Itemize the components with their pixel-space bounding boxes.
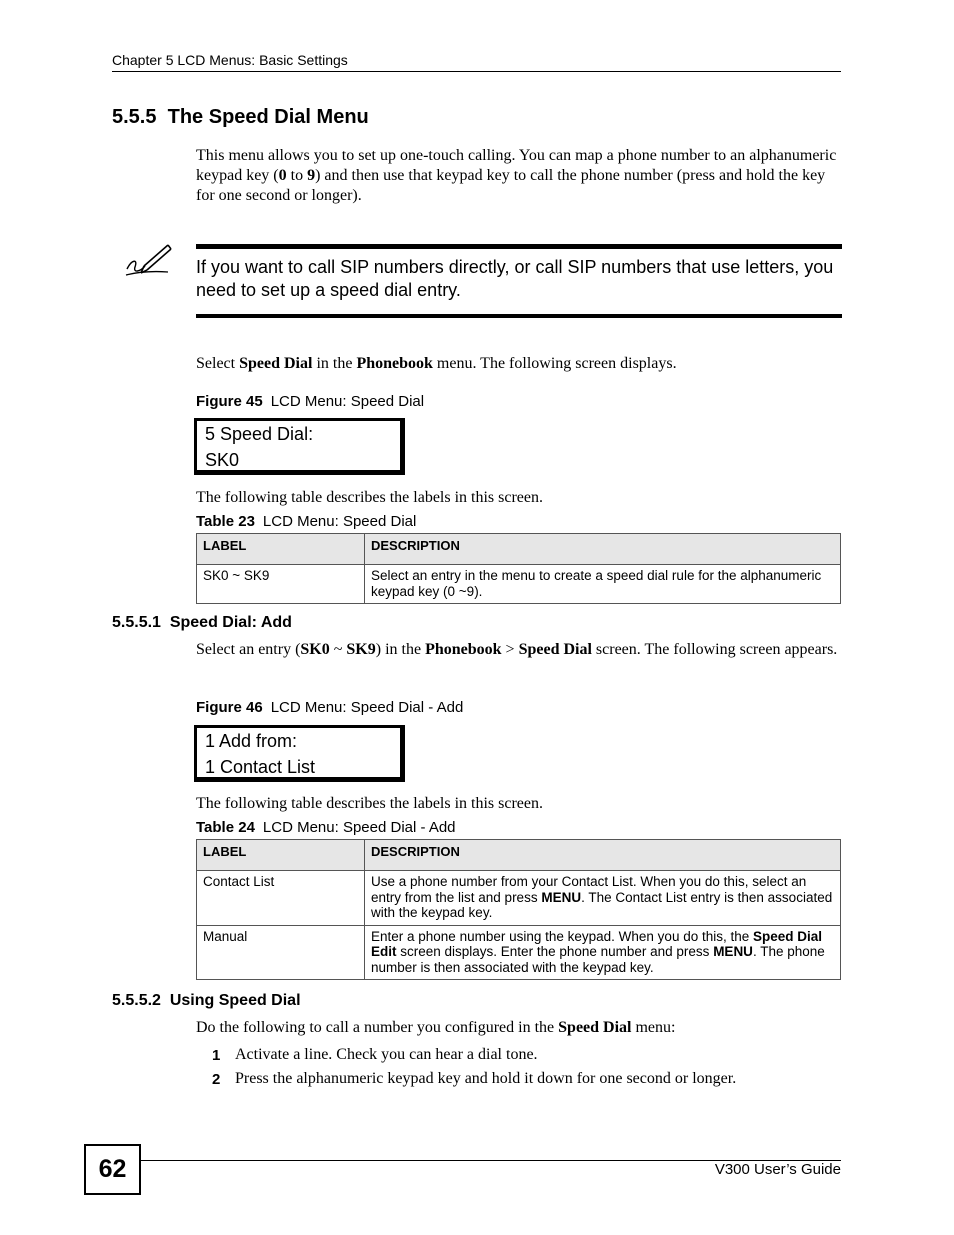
add-bold-4: Speed Dial [518, 641, 592, 658]
desc-bold-2: MENU [713, 944, 753, 959]
add-paragraph [196, 640, 842, 660]
desc-text-2: screen displays. Enter the phone number and press [396, 944, 714, 959]
add-text-3: ) in the [375, 641, 426, 658]
table-24-title: LCD Menu: Speed Dial - Add [262, 819, 456, 836]
step-number: 2 [212, 1071, 221, 1088]
header-description: DESCRIPTION [365, 840, 841, 871]
row-label: Manual [197, 925, 365, 980]
select-paragraph [196, 354, 842, 374]
lcd-screen-speed-dial-add [194, 725, 405, 782]
table-row [197, 925, 841, 980]
using-text-2: menu: [631, 1019, 676, 1036]
row-description [365, 871, 841, 926]
figure-46-title: LCD Menu: Speed Dial - Add [270, 699, 464, 716]
note-text: If you want to call SIP numbers directly, or call SIP numbers that use letters, you need to set up a speed dial entry. [196, 257, 834, 300]
add-bold-1: SK0 [300, 641, 330, 658]
footer-guide-title: V300 User’s Guide [714, 1161, 841, 1178]
step-text: Press the alphanumeric keypad key and hold it down for one second or longer. [235, 1070, 737, 1087]
select-text-1: Select [196, 355, 240, 372]
lcd-line-1: 1 Add from: [205, 731, 298, 751]
using-paragraph [196, 1018, 842, 1038]
page-number: 62 [84, 1144, 141, 1195]
row-label: Contact List [197, 871, 365, 926]
subsection-number: 5.5.5.2 [112, 992, 161, 1009]
note-pencil-icon [124, 242, 174, 278]
intro-text-3: ) and then use that keypad key to call the phone number (press and hold the key for one second or longer). [196, 167, 826, 204]
add-text-5: screen. The following screen appears. [591, 641, 838, 658]
add-bold-3: Phonebook [425, 641, 502, 658]
figure-45-title: LCD Menu: Speed Dial [270, 393, 425, 410]
desc-text-2: . The Contact List entry is then associated with the keypad key. [371, 889, 833, 920]
add-bold-2: SK9 [346, 641, 376, 658]
table-24-label: Table 24 [196, 819, 255, 836]
table-23 [196, 533, 841, 604]
select-bold-1: Speed Dial [239, 355, 313, 372]
intro-text-2: to [286, 167, 308, 184]
header-description: DESCRIPTION [365, 534, 841, 565]
desc-bold-1: MENU [541, 889, 582, 905]
desc-text-1: Use a phone number from your Contact List. When you do this, select an entry from the list and press [371, 874, 807, 905]
subsection-title-add [112, 614, 292, 632]
lcd-line-1: 5 Speed Dial: [205, 424, 314, 444]
table-row [197, 565, 841, 604]
table-23-label: Table 23 [196, 513, 255, 530]
table-row [197, 871, 841, 926]
select-text-2: in the [312, 355, 357, 372]
intro-paragraph [196, 146, 842, 206]
row-description [365, 925, 841, 980]
subsection-title-text: Using Speed Dial [169, 992, 301, 1009]
note-rule-bottom [196, 314, 842, 318]
subsection-title-using [112, 992, 301, 1010]
table-intro-2: The following table describes the labels in this screen. [196, 795, 544, 812]
section-number: 5.5.5 [112, 106, 157, 128]
lcd-line-2: SK0 [205, 450, 240, 470]
row-label: SK0 ~ SK9 [197, 565, 365, 604]
lcd-line-2: 1 Contact List [205, 757, 316, 777]
table-header-row [197, 534, 841, 565]
header-rule [112, 71, 841, 72]
figure-46-caption [196, 699, 463, 716]
section-title-text: The Speed Dial Menu [167, 106, 369, 128]
figure-45-caption [196, 393, 424, 410]
intro-bold-2: 9 [307, 167, 316, 184]
step-number: 1 [212, 1047, 221, 1064]
row-description: Select an entry in the menu to create a speed dial rule for the alphanumeric keypad key (0 ~9). [365, 565, 841, 604]
section-title [112, 106, 369, 129]
step-text: Activate a line. Check you can hear a dial tone. [235, 1046, 538, 1063]
intro-bold-1: 0 [278, 167, 287, 184]
subsection-number: 5.5.5.1 [112, 614, 161, 631]
note-rule-top [196, 244, 842, 249]
table-header-row [197, 840, 841, 871]
using-bold-1: Speed Dial [558, 1019, 632, 1036]
add-text-2: ~ [329, 641, 347, 658]
desc-text-1: Enter a phone number using the keypad. When you do this, the [371, 928, 753, 944]
add-text-4: > [501, 641, 519, 658]
lcd-screen-speed-dial [194, 418, 405, 475]
table-23-caption [196, 513, 416, 530]
header-label: LABEL [197, 840, 365, 871]
table-24-caption [196, 819, 456, 836]
table-intro-1: The following table describes the labels in this screen. [196, 489, 544, 506]
figure-45-label: Figure 45 [196, 393, 263, 410]
table-23-title: LCD Menu: Speed Dial [262, 513, 417, 530]
using-text-1: Do the following to call a number you configured in the [196, 1019, 559, 1036]
desc-text-3: . The phone number is then associated with the keypad key. [371, 944, 825, 975]
table-24 [196, 839, 841, 980]
subsection-title-text: Speed Dial: Add [169, 614, 292, 631]
select-text-3: menu. The following screen displays. [432, 355, 677, 372]
intro-text-1: This menu allows you to set up one-touch calling. You can map a phone number to an alphanumeric keypad key ( [196, 147, 837, 184]
desc-bold-1: Speed Dial Edit [371, 928, 823, 959]
figure-46-label: Figure 46 [196, 699, 263, 716]
chapter-header: Chapter 5 LCD Menus: Basic Settings [112, 52, 348, 68]
header-label: LABEL [197, 534, 365, 565]
select-bold-2: Phonebook [356, 355, 433, 372]
add-text-1: Select an entry ( [196, 641, 301, 658]
